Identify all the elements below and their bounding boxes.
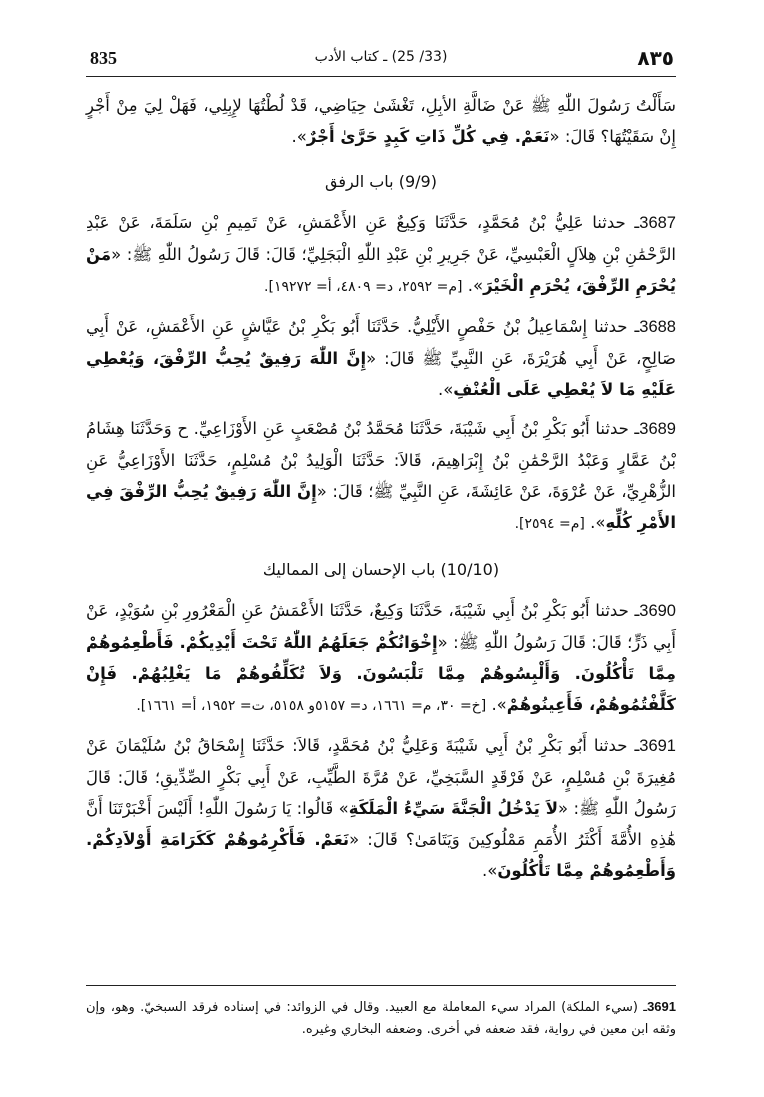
reference: [خ= ٣٠، م= ١٦٦١، د= ٥١٥٧و ٥١٥٨، ت= ١٩٥٢، أ= ١٦٦١]. (136, 698, 487, 714)
prophetic-saying: نَعَمْ. فَأَكْرِمُوهُمْ كَكَرَامَةِ أَوْلاَدِكُمْ. وَأَطْعِمُوهُمْ مِمَّا تَأْكُلُونَ (86, 830, 676, 880)
reference: [م= ٢٥٩٤]. (514, 516, 585, 532)
page-header (86, 42, 676, 72)
prophetic-saying: إِنَّ اللّٰهَ رَفِيقٌ يُحِبُّ الرِّفْقَ فِي الأَمْرِ كُلِّهِ (86, 482, 676, 532)
chapter-heading-rifq: (9/9) باب الرفق (325, 172, 437, 191)
hadith-number: 3691 (639, 737, 676, 755)
hadith-3690: 3690ـ حدثنا أَبُو بَكْرِ بْنُ أَبِي شَيْبَةَ، حَدَّثَنَا وَكِيعٌ، حَدَّثَنَا الأَعْمَشُ عَنِ الْمَعْرُورِ بْنِ سُوَيْدٍ، عَنْ أَبِي ذَرٍّ؛ قَالَ: قَالَ رَسُولُ اللّٰهِ ﷺ: «إِخْوَانُكُمْ جَعَلَهُمُ اللّٰهُ تَحْتَ أَيْدِيكُمْ. فَأَطْعِمُوهُمْ مِمَّا تَأْكُلُونَ. وَأَلْبِسُوهُمْ مِمَّا تَلْبَسُونَ. وَلاَ تُكَلِّفُوهُمْ مَا يَغْلِبُهُمْ. فَإِنْ كَلَّفْتُمُوهُمْ، فَأَعِينُوهُمْ». [خ= ٣٠، م= ١٦٦١، د= ٥١٥٧و ٥١٥٨، ت= ١٩٥٢، أ= ١٦٦١]. (86, 601, 676, 714)
footnote (86, 996, 676, 1041)
hadith-3687: 3687ـ حدثنا عَلِيُّ بْنُ مُحَمَّدٍ، حَدَّثَنَا وَكِيعٌ عَنِ الأَعْمَشِ، عَنْ تَمِيمِ بْنِ سَلَمَةَ، عَنْ عَبْدِ الرَّحْمَٰنِ بْنِ هِلاَلٍ الْعَبْسِيِّ، عَنْ جَرِيرِ بْنِ عَبْدِ اللّٰهِ الْبَجَلِيِّ؛ قَالَ: قَالَ رَسُولُ اللّٰهِ ﷺ: «مَنْ يُحْرَمِ الرِّفْقَ، يُحْرَمِ الْخَيْرَ». [م= ٢٥٩٢، د= ٤٨٠٩، أ= ١٩٢٧٢]. (86, 213, 676, 295)
chapter-heading-mamalik: (10/10) باب الإحسان إلى المماليك (262, 560, 500, 579)
prophetic-saying: إِنَّ اللّٰهَ رَفِيقٌ يُحِبُّ الرِّفْقَ، وَيُعْطِي عَلَيْهِ مَا لاَ يُعْطِي عَلَى الْعُنْفِ (86, 349, 676, 399)
prophetic-saying: إِخْوَانُكُمْ جَعَلَهُمُ اللّٰهُ تَحْتَ أَيْدِيكُمْ. فَأَطْعِمُوهُمْ مِمَّا تَأْكُلُونَ. وَأَلْبِسُوهُمْ مِمَّا تَلْبَسُونَ. وَلاَ تُكَلِّفُوهُمْ مَا يَغْلِبُهُمْ. فَإِنْ كَلَّفْتُمُوهُمْ، فَأَعِينُوهُمْ (86, 633, 676, 714)
prophetic-saying: لاَ يَدْخُلُ الْجَنَّةَ سَيِّءُ الْمَلَكَةِ (348, 799, 559, 818)
page-number-latin: 835 (90, 48, 117, 68)
running-title: (33/ 25) ـ كتاب الأدب (314, 49, 448, 65)
hadith-number: 3690 (639, 602, 676, 620)
page-body (86, 90, 676, 990)
hadith-3689: 3689ـ حدثنا أَبُو بَكْرِ بْنُ أَبِي شَيْبَةَ، حَدَّثَنَا مُحَمَّدُ بْنُ مُصْعَبٍ عَنِ الأَوْزَاعِيِّ. ح وَحَدَّثَنَا هِشَامُ بْنُ عَمَّارٍ وَعَبْدُ الرَّحْمَٰنِ بْنُ إِبْرَاهِيمَ، قَالاَ: حَدَّثَنَا الْوَلِيدُ بْنُ مُسْلِمٍ، حَدَّثَنَا الأَوْزَاعِيُّ عَنِ الزُّهْرِيِّ، عَنْ عُرْوَةَ، عَنْ عَائِشَةَ، عَنِ النَّبِيِّ ﷺ؛ قَالَ: «إِنَّ اللّٰهَ رَفِيقٌ يُحِبُّ الرِّفْقَ فِي الأَمْرِ كُلِّهِ». [م= ٢٥٩٤]. (86, 419, 677, 532)
hadith-3691: 3691ـ حدثنا أَبُو بَكْرِ بْنُ أَبِي شَيْبَةَ وَعَلِيُّ بْنُ مُحَمَّدٍ، قَالاَ: حَدَّثَنَا إِسْحَاقُ بْنُ سُلَيْمَانَ عَنْ مُغِيرَةَ بْنِ مُسْلِمٍ، عَنْ فَرْقَدٍ السَّبَخِيِّ، عَنْ مُرَّةَ الطَّيِّبِ، عَنْ أَبِي بَكْرٍ الصِّدِّيقِ؛ قَالَ: قَالَ رَسُولُ اللّٰهِ ﷺ: «لاَ يَدْخُلُ الْجَنَّةَ سَيِّءُ الْمَلَكَةِ» قَالُوا: يَا رَسُولَ اللّٰهِ! أَلَيْسَ أَخْبَرْتَنَا أَنَّ هَٰذِهِ الأُمَّةَ أَكْثَرُ الأُمَمِ مَمْلُوكِينَ وَيَتَامَىٰ؟ قَالَ: «نَعَمْ. فَأَكْرِمُوهُمْ كَكَرَامَةِ أَوْلاَدِكُمْ. وَأَطْعِمُوهُمْ مِمَّا تَأْكُلُونَ». (86, 736, 677, 880)
page-number-arabic: ٨٣٥ (637, 46, 674, 70)
hadith-number: 3689 (639, 420, 676, 438)
reference: [م= ٢٥٩٢، د= ٤٨٠٩، أ= ١٩٢٧٢]. (264, 279, 463, 295)
hadith-3688: 3688ـ حدثنا إِسْمَاعِيلُ بْنُ حَفْصٍ الأَيْلِيُّ. حَدَّثَنَا أَبُو بَكْرِ بْنُ عَيَّاشٍ عَنِ الأَعْمَشِ، عَنْ أَبِي صَالِحٍ، عَنْ أَبِي هُرَيْرَةَ، عَنِ النَّبِيِّ ﷺ قَالَ: «إِنَّ اللّٰهَ رَفِيقٌ يُحِبُّ الرِّفْقَ، وَيُعْطِي عَلَيْهِ مَا لاَ يُعْطِي عَلَى الْعُنْفِ». (86, 317, 676, 399)
continuation-paragraph: سَأَلْتُ رَسُولَ اللّٰهِ ﷺ عَنْ ضَالَّةِ الأبِلِ، تَغْشَىٰ حِيَاضِي، قَدْ لُطْتُهَا لإِبِلِي، فَهَلْ لِيَ مِنْ أَجْرٍ إِنْ سَقَيْتُهَا؟ قَالَ: «نَعَمْ. فِي كُلِّ ذَاتِ كَبِدٍ حَرَّىٰ أَجْرٌ». (86, 96, 676, 146)
prophetic-saying: نَعَمْ. فِي كُلِّ ذَاتِ كَبِدٍ حَرَّىٰ أَجْرٌ (306, 127, 550, 146)
hadith-number: 3687 (639, 214, 676, 232)
footnote-rule (86, 985, 676, 986)
footnote-number: 3691 (647, 999, 676, 1014)
hadith-number: 3688 (639, 318, 676, 336)
footnote-text: ـ (سيء الملكة) المراد سيء المعاملة مع العبيد. وقال في الزوائد: في إسناده فرقد السبخيّ. وهو، وإن وثقه ابن معين في رواية، فقد ضعفه في أخرى. وضعفه البخاري وغيره. (86, 1000, 676, 1037)
prophetic-saying: مَنْ يُحْرَمِ الرِّفْقَ، يُحْرَمِ الْخَيْرَ (86, 245, 676, 295)
header-rule (86, 76, 676, 77)
